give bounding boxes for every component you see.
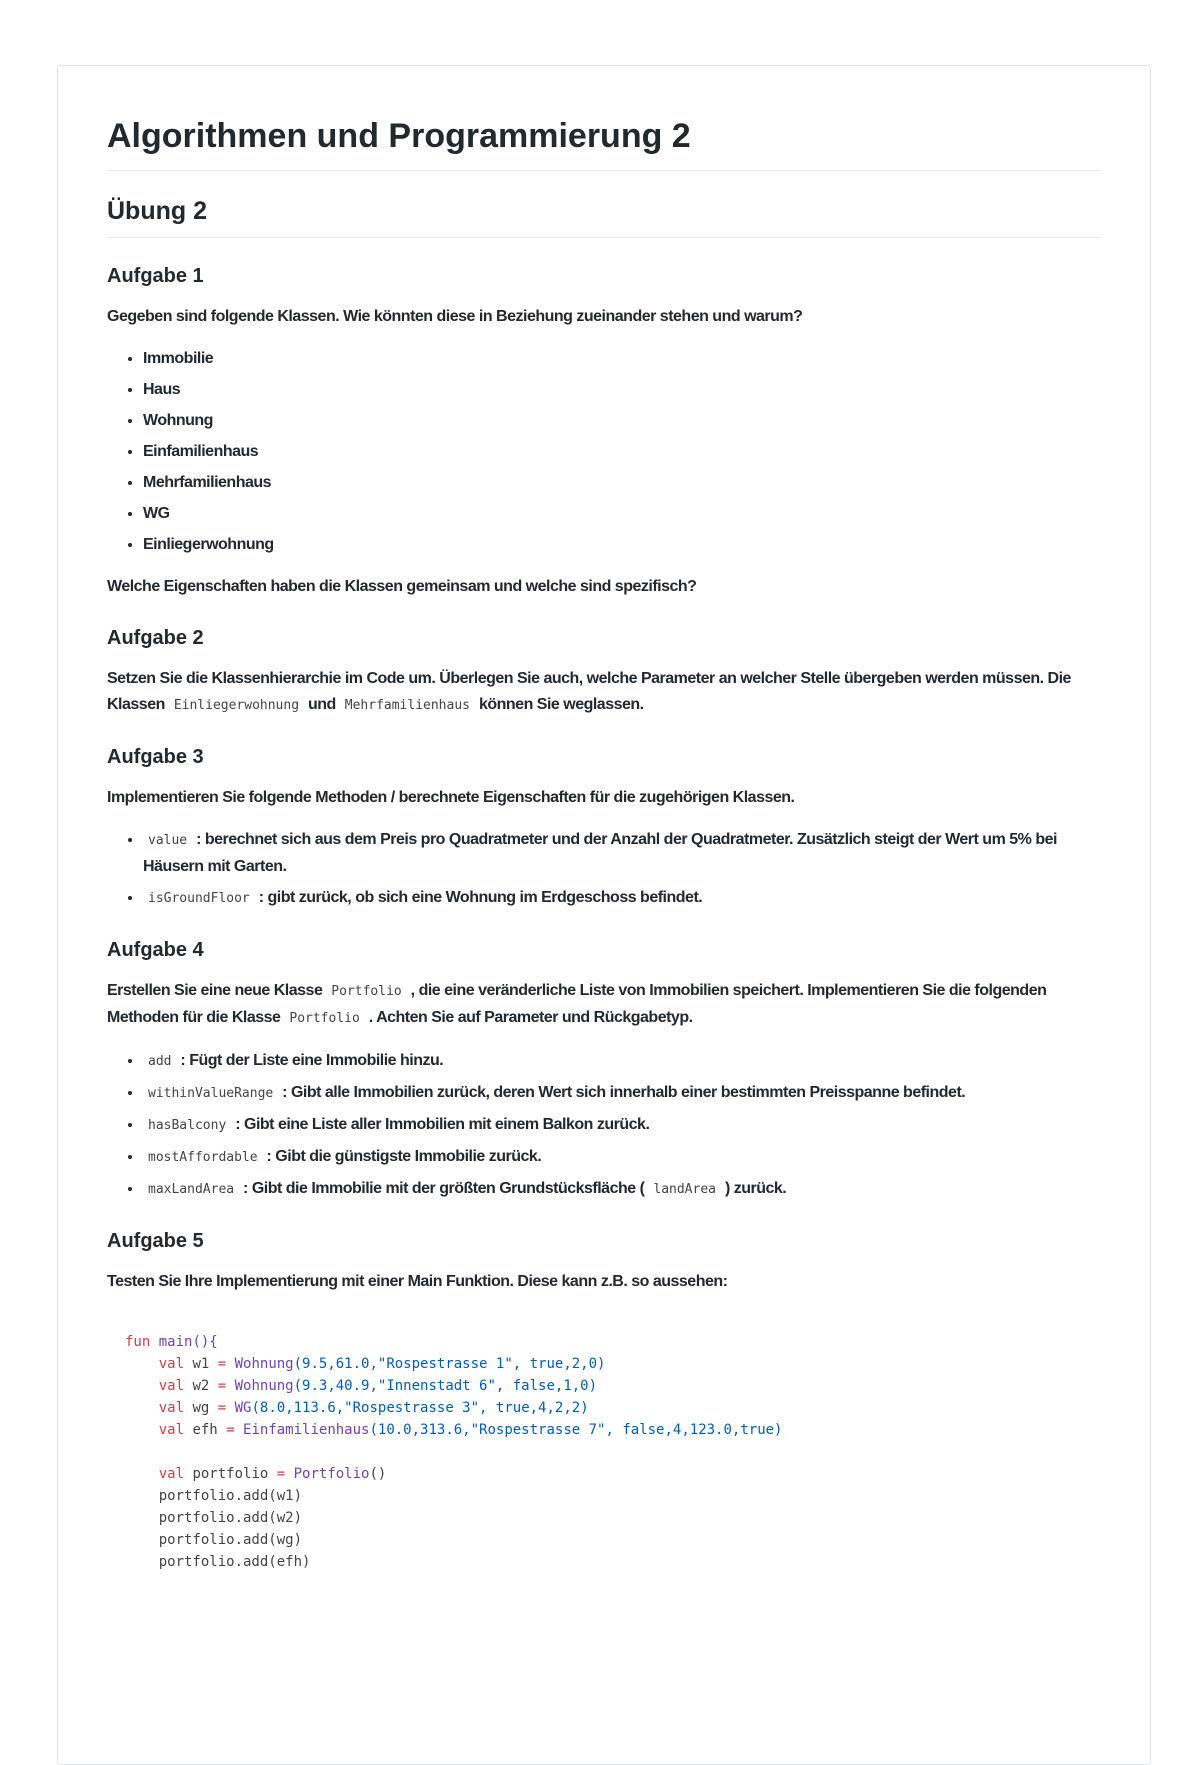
text-segment: : Fügt der Liste eine Immobilie hinzu. <box>176 1052 444 1069</box>
list-item <box>143 1112 1101 1139</box>
portfolio-method-list <box>107 1048 1101 1203</box>
inline-code: Einliegerwohnung <box>173 698 300 713</box>
code-operator: = <box>276 1466 286 1482</box>
document-page <box>57 65 1151 1765</box>
code-args: (8.0,113.6,"Rospestrasse 3", true,4,2,2) <box>251 1400 589 1416</box>
code-line <box>125 1334 218 1350</box>
inline-code: add <box>148 1054 172 1069</box>
task-5-intro: Testen Sie Ihre Implementierung mit einer Main Funktion. Diese kann z.B. so aussehen: <box>107 1273 728 1290</box>
code-args: (9.5,61.0,"Rospestrasse 1", true,2,0) <box>293 1356 606 1372</box>
inline-code: withinValueRange <box>148 1086 274 1101</box>
code-line <box>125 1488 302 1504</box>
inline-code: Portfolio <box>289 1011 360 1026</box>
task-5-heading: Aufgabe 5 <box>107 1230 204 1252</box>
code-block <box>107 1315 1101 1589</box>
text-segment: Erstellen Sie eine neue Klasse <box>107 982 327 999</box>
code-args: (10.0,313.6,"Rospestrasse 7", false,4,123.0,true) <box>369 1422 783 1438</box>
code-keyword: val <box>158 1356 185 1372</box>
list-item: • WG <box>143 501 1101 527</box>
list-item: • Immobilie <box>143 346 1101 372</box>
text-segment: , die eine veränderliche Liste von Immobilien speichert. Implementieren Sie die folgenden Methoden für die Klasse <box>107 982 1047 1026</box>
code-class: Einfamilienhaus <box>234 1422 370 1438</box>
code-statement: portfolio.add(w1) <box>158 1488 303 1504</box>
task-4-heading: Aufgabe 4 <box>107 939 204 961</box>
code-line <box>125 1378 597 1394</box>
code-operator: = <box>217 1400 227 1416</box>
exercise-title: Übung 2 <box>107 195 1101 238</box>
text-segment: : berechnet sich aus dem Preis pro Quadratmeter und der Anzahl der Quadratmeter. Zusätzlich steigt der Wert um 5% bei Häusern mit Garten. <box>143 831 1057 875</box>
task-3-heading: Aufgabe 3 <box>107 746 204 768</box>
inline-code: landArea <box>653 1182 716 1197</box>
code-line <box>125 1400 589 1416</box>
inline-code: mostAffordable <box>148 1150 258 1165</box>
code-args: (9.3,40.9,"Innenstadt 6", false,1,0) <box>293 1378 598 1394</box>
code-class: Wohnung <box>226 1378 294 1394</box>
inline-code: value <box>148 833 188 848</box>
code-keyword: val <box>158 1422 185 1438</box>
text-segment: : Gibt eine Liste aller Immobilien mit einem Balkon zurück. <box>231 1116 650 1133</box>
code-class: Wohnung <box>226 1356 294 1372</box>
list-item: • Wohnung <box>143 408 1101 434</box>
list-item <box>143 1080 1101 1107</box>
list-item: • Haus <box>143 377 1101 403</box>
list-item: • Mehrfamilienhaus <box>143 470 1101 496</box>
code-statement: portfolio.add(w2) <box>158 1510 303 1526</box>
code-variable: portfolio <box>184 1466 277 1482</box>
list-item <box>143 885 1101 912</box>
inline-code: hasBalcony <box>148 1118 227 1133</box>
inline-code: Portfolio <box>331 984 402 999</box>
text-segment: und <box>304 696 340 713</box>
code-statement: portfolio.add(wg) <box>158 1532 303 1548</box>
code-function: main(){ <box>150 1334 218 1350</box>
code-args: () <box>369 1466 387 1482</box>
text-segment: : gibt zurück, ob sich eine Wohnung im Erdgeschoss befindet. <box>254 889 703 906</box>
inline-code: Mehrfamilienhaus <box>344 698 470 713</box>
task-1-intro: Gegeben sind folgende Klassen. Wie könnten diese in Beziehung zueinander stehen und warum? <box>107 308 803 325</box>
code-operator: = <box>226 1422 235 1438</box>
code-statement: portfolio.add(efh) <box>158 1554 311 1570</box>
code-operator: = <box>217 1378 227 1394</box>
task-1-outro: Welche Eigenschaften haben die Klassen gemeinsam und welche sind spezifisch? <box>107 578 697 595</box>
text-segment: : Gibt die günstigste Immobilie zurück. <box>262 1148 542 1165</box>
text-segment: : Gibt alle Immobilien zurück, deren Wert sich innerhalb einer bestimmten Preisspanne befindet. <box>278 1084 966 1101</box>
code-class: WG <box>226 1400 252 1416</box>
inline-code: maxLandArea <box>148 1182 235 1197</box>
code-keyword: val <box>158 1400 185 1416</box>
list-item <box>143 827 1101 880</box>
class-list <box>107 346 1101 558</box>
code-line <box>125 1554 310 1570</box>
code-keyword: val <box>158 1466 185 1482</box>
task-1-heading: Aufgabe 1 <box>107 265 204 287</box>
code-variable: w1 <box>184 1356 218 1372</box>
code-variable: wg <box>184 1400 218 1416</box>
task-2-text <box>107 666 1101 719</box>
code-line <box>125 1532 302 1548</box>
text-segment: können Sie weglassen. <box>475 696 644 713</box>
code-class: Portfolio <box>285 1466 370 1482</box>
code-line <box>125 1356 605 1372</box>
page-title: Algorithmen und Programmierung 2 <box>107 114 1101 171</box>
task-3-intro: Implementieren Sie folgende Methoden / berechnete Eigenschaften für die zugehörigen Klassen. <box>107 789 795 806</box>
text-segment: Setzen Sie die Klassenhierarchie im Code um. Überlegen Sie auch, welche Parameter an welcher Stelle übergeben werden müssen. Die Klassen <box>107 670 1071 713</box>
task-2-heading: Aufgabe 2 <box>107 627 204 649</box>
list-item <box>143 1176 1101 1203</box>
text-segment: ) zurück. <box>721 1180 787 1197</box>
task-4-intro <box>107 978 1101 1032</box>
text-segment: . Achten Sie auf Parameter und Rückgabetyp. <box>364 1009 693 1026</box>
code-keyword: val <box>158 1378 185 1394</box>
inline-code: isGroundFloor <box>148 891 250 906</box>
method-list <box>107 827 1101 912</box>
code-keyword: fun <box>125 1334 151 1350</box>
code-line <box>125 1422 782 1438</box>
code-variable: w2 <box>184 1378 218 1394</box>
list-item <box>143 1048 1101 1075</box>
text-segment: : Gibt die Immobilie mit der größten Grundstücksfläche ( <box>239 1180 649 1197</box>
list-item: • Einliegerwohnung <box>143 532 1101 558</box>
code-variable: efh <box>184 1422 227 1438</box>
code-operator: = <box>217 1356 227 1372</box>
code-line <box>125 1510 302 1526</box>
list-item <box>143 1144 1101 1171</box>
list-item: • Einfamilienhaus <box>143 439 1101 465</box>
code-line <box>125 1466 386 1482</box>
